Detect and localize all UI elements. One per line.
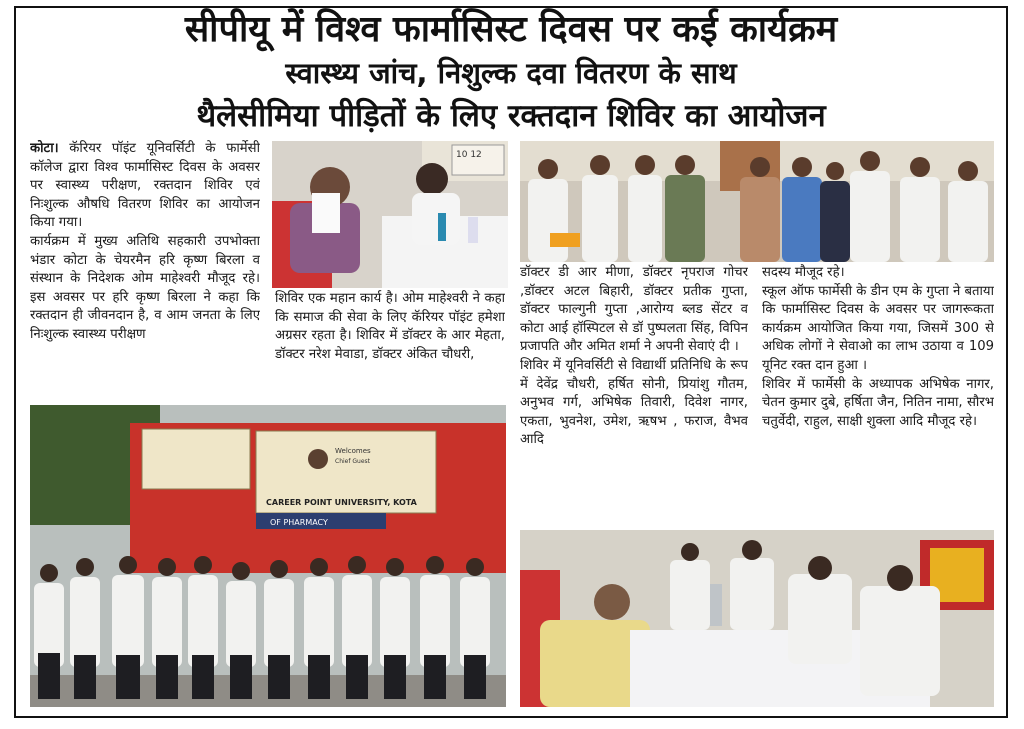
banner-university-text: CAREER POINT UNIVERSITY, KOTA <box>266 498 417 507</box>
article-paragraph: डॉक्टर डी आर मीणा, डॉक्टर नृपराज गोचर ,डॉक्टर अटल बिहारी, डॉक्टर प्रतीक गुप्ता, डॉक्टर फाल्गुनी गुप्ता ,आरोग्य ब्लड सेंटर व कोटा आई हॉस्पिटल से डॉ पुष्पलता सिंह, विपिन प्रजापति और अमित शर्मा ने अपनी सेवाएं दी । <box>520 265 748 355</box>
article-paragraph: शिविर एक महान कार्य है। ओम माहेश्वरी ने कहा कि समाज की सेवा के लिए कॅरियर पॉइंट हमेशा अग्रसर रहता है। शिविर में डॉक्टर के आर मेहता, डॉक्टर नरेश मेवाडा, डॉक्टर अंकित चौधरी, <box>275 291 505 362</box>
article-column-1 <box>30 140 260 402</box>
dateline: कोटा। <box>30 141 59 156</box>
article-column-4 <box>762 264 994 526</box>
photo-eye-checkup <box>272 141 508 288</box>
headline-main: सीपीयू में विश्व फार्मासिस्ट दिवस पर कई कार्यक्रम <box>184 9 838 50</box>
article-column-3 <box>520 264 748 526</box>
photo-guests-group <box>520 141 994 262</box>
sign-pharmacy-text: OF PHARMACY <box>270 518 328 527</box>
article-paragraph: स्कूल ऑफ फार्मेसी के डीन एम के गुप्ता ने बताया कि फार्मासिस्ट दिवस के अवसर पर जागरूकता कार्यक्रम आयोजित किया गया, जिसमें 300 से अधिक लोगों ने सेवाओ का लाभ उठाया व 109 यूनिट रक्त दान हुआ । <box>762 283 994 373</box>
article-column-2 <box>275 290 505 402</box>
article-paragraph: शिविर में फार्मेसी के अध्यापक अभिषेक नागर, चेतन कुमार दुबे, हर्षिता जैन, नितिन नामा, सौरभ चतुर्वेदी, राहुल, साक्षी शुक्ला आदि मौजूद रहे। <box>762 376 994 429</box>
calendar-text: 10 12 <box>456 150 482 160</box>
photo-students-banner <box>30 405 506 707</box>
photo-bp-checkup <box>520 530 994 707</box>
article-paragraph: सदस्य मौजूद रहे। <box>762 265 845 280</box>
article-paragraph: शिविर में यूनिवर्सिटी से विद्यार्थी प्रतिनिधि के रूप में देवेंद्र चौधरी, हर्षित सोनी, प्रियांशु गौतम, अनुभव गर्ग, अभिषेक तिवारी, दिवेश नागर, एकता, भुवनेश, उमेश, ऋषभ , फराज, वैभव आदि <box>520 357 748 448</box>
headline-sub: स्वास्थ्य जांच, निशुल्क दवा वितरण के साथ <box>285 56 737 90</box>
headline-sub-2: थैलेसीमिया पीड़ितों के लिए रक्तदान शिविर का आयोजन <box>196 98 826 134</box>
banner-welcome-text: Welcomes <box>335 447 371 455</box>
article-paragraph: कॅरियर पॉइंट यूनिवर्सिटी के फार्मेसी कॉलेज द्वारा विश्व फार्मासिस्ट दिवस के अवसर पर स्वास्थ्य परीक्षण, रक्तदान शिविर एवं निःशुल्क औषधि वितरण शिविर का आयोजन किया गया। <box>30 141 260 231</box>
article-paragraph: कार्यक्रम में मुख्य अतिथि सहकारी उपभोक्ता भंडार कोटा के चेयरमैन हरि कृष्ण बिरला व संस्थान के निदेशक ओम माहेश्वरी मौजूद रहे। इस अवसर पर हरि कृष्ण बिरला ने कहा कि रक्तदान ही जीवनदान है, व आम जनता के लिए निःशुल्क स्वास्थ्य परीक्षण <box>30 233 260 342</box>
banner-guest-text: Chief Guest <box>335 458 370 465</box>
